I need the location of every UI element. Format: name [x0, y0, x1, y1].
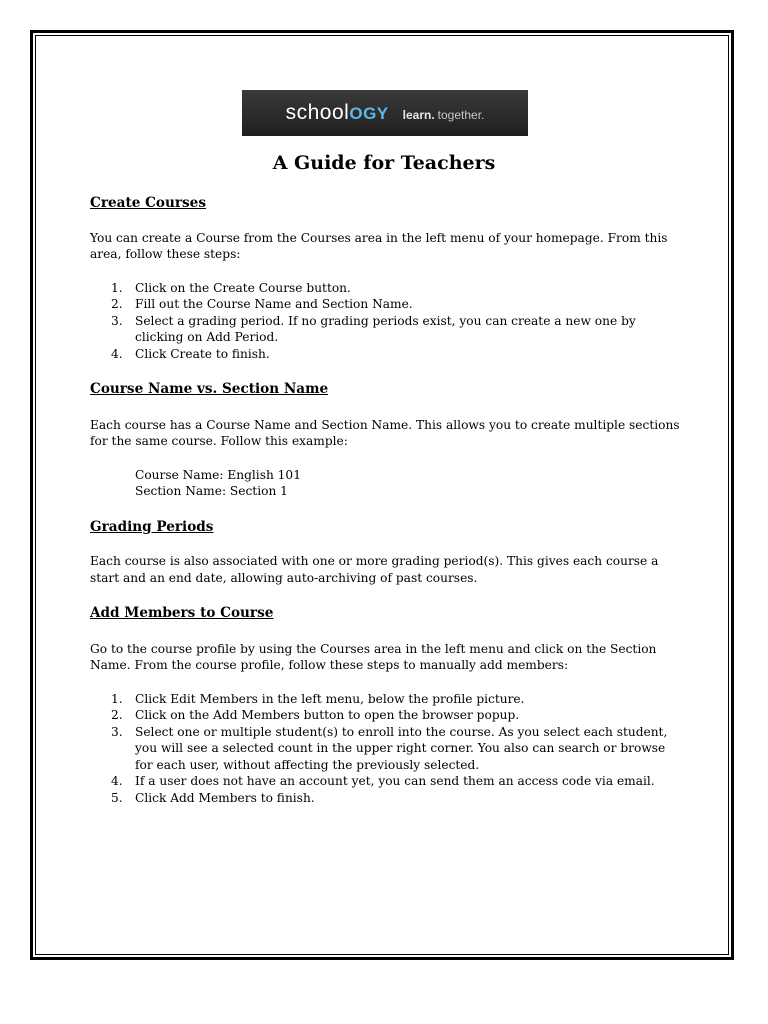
- logo-ogy-text: OGY: [349, 104, 389, 123]
- create-courses-intro: You can create a Course from the Courses area in the left menu of your homepage. From this area, follow these steps:: [90, 230, 668, 261]
- example-course-name: Course Name: English 101: [135, 467, 301, 482]
- list-item: 2. Click on the Add Members button to open the browser popup.: [111, 708, 520, 722]
- logo-school-text: school: [285, 101, 350, 124]
- logo-together-text: together.: [437, 108, 485, 122]
- document-title: A Guide for Teachers: [272, 152, 496, 174]
- logo-learn-text: learn.: [402, 108, 435, 122]
- schoology-logo: [242, 90, 528, 136]
- list-item: 3. Select one or multiple student(s) to enroll into the course. As you select each student, you will see a selected count in the upper right corner. You also can search or browse for each user, without affecting the previously selected.: [111, 724, 668, 772]
- heading-course-vs-section: Course Name vs. Section Name: [90, 381, 329, 397]
- heading-grading-periods: Grading Periods: [90, 518, 214, 535]
- grading-periods-text: Each course is also associated with one or more grading period(s). This gives each course a start and an end date, allowing auto-archiving of past courses.: [90, 554, 659, 585]
- example-section-name: Section Name: Section 1: [135, 484, 288, 498]
- add-members-intro: Go to the course profile by using the Courses area in the left menu and click on the Section Name. From the course profile, follow these steps to manually add members:: [90, 641, 657, 672]
- document-body: [90, 195, 680, 806]
- create-courses-steps: [90, 280, 680, 363]
- heading-add-members: Add Members to Course: [90, 605, 274, 621]
- list-item: 5. Click Add Members to finish.: [111, 790, 315, 805]
- course-vs-section-intro: Each course has a Course Name and Section Name. This allows you to create multiple sections for the same course. Follow this example:: [90, 417, 680, 448]
- add-members-steps: [90, 691, 680, 807]
- list-item: 4. If a user does not have an account yet, you can send them an access code via email.: [111, 774, 655, 788]
- list-item: 1. Click on the Create Course button.: [111, 280, 351, 295]
- list-item: 3. Select a grading period. If no grading periods exist, you can create a new one by clicking on Add Period.: [111, 313, 636, 344]
- list-item: 2. Fill out the Course Name and Section Name.: [111, 297, 413, 311]
- heading-create-courses: Create Courses: [90, 195, 206, 211]
- list-item: 4. Click Create to finish.: [111, 346, 270, 361]
- list-item: 1. Click Edit Members in the left menu, below the profile picture.: [111, 691, 525, 706]
